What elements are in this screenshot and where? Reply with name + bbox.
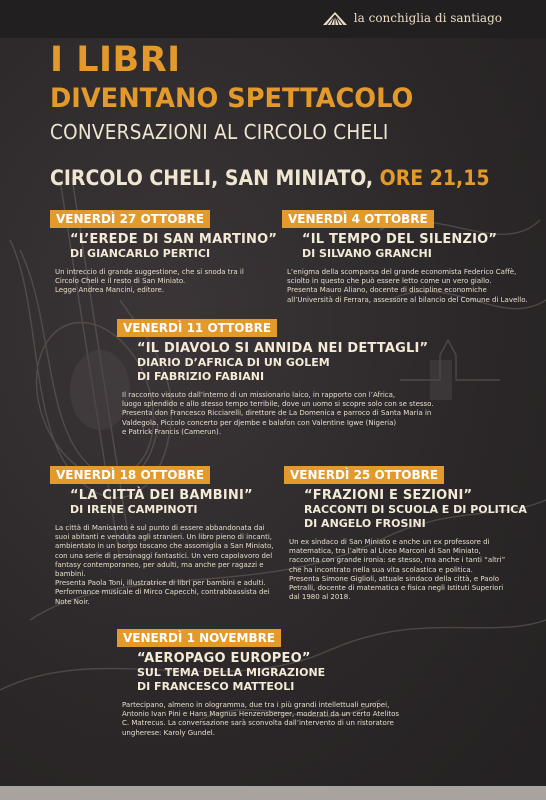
event-title: “LA CITTÀ DEI BAMBINI” [70,488,253,503]
event-description [55,524,290,607]
event-title: “IL TEMPO DEL SILENZIO” [302,232,498,247]
event-description-line: ungherese: Karoly Gundel. [122,728,215,737]
brand-logo [321,9,502,27]
event-description-line: ambientato in un borgo toscano che assomiglia a San Miniato, [55,542,274,551]
event-title: “L’EREDE DI SAN MARTINO” [70,232,278,247]
event-18-ottobre [50,464,290,607]
event-description-line: Un intreccio di grande suggestione, che si snoda tra il [55,268,244,276]
event-date: VENERDÌ 1 NOVEMBRE [117,629,281,647]
event-description-line: Il racconto vissuto dall’interno di un missionario laico, in rapporto con l’Africa, [122,391,396,399]
event-description-line: dal 1980 al 2018. [289,593,351,602]
brand-name: la conchiglia di santiago [353,11,502,25]
event-description-line: luogo splendido e allo stesso tempo terribile, dove un uomo si scopre solo con se stesso. [122,400,434,409]
event-author: DI SILVANO GRANCHI [302,247,432,260]
event-description-line: bambini. [55,570,86,579]
event-description-line: fantasy contemporaneo, per adulti, ma anche per ragazzi e [55,560,264,569]
event-time: ORE 21,15 [379,166,490,190]
event-date: VENERDÌ 18 OTTOBRE [50,466,210,484]
event-subtitle: SUL TEMA DELLA MIGRAZIONE [137,666,326,679]
event-description-line: C. Matrecus. La conversazione sarà sconvolta dall’intervento di un ristoratore [122,719,394,728]
shell-icon [321,9,349,27]
event-date: VENERDÌ 27 OTTOBRE [50,210,210,228]
event-author: DI GIANCARLO PERTICI [70,247,211,260]
event-author: DI ANGELO FROSINI [304,517,426,530]
event-description-line: Performance musicale di Mirco Capecchi, contrabbassista dei [55,588,270,597]
venue-text: CIRCOLO CHELI, SAN MINIATO, [50,166,374,190]
page-subtitle: CONVERSAZIONI AL CIRCOLO CHELI [50,120,389,144]
event-description-line: Antonio Ivan Pini e Hans Magnus Henzensberger, moderati da un certo Atelitos [122,710,400,719]
page-title-line2: DIVENTANO SPETTACOLO [50,83,414,114]
event-25-ottobre [284,464,542,602]
event-description [287,268,544,305]
event-description-line: Presenta Simone Giglioli, attuale sindaco della città, e Paolo [289,574,500,583]
event-date: VENERDÌ 4 OTTOBRE [282,210,434,228]
event-author: DI FRANCESCO MATTEOLI [137,680,295,693]
event-description-line: L’enigma della scomparsa del grande economista Federico Caffè, [287,268,517,276]
event-author: DI FABRIZIO FABIANI [137,370,265,383]
event-description-line: Presenta Mauro Aliano, docente di discipline economiche [287,286,487,295]
event-description-line: Valdegola. Piccolo concerto per djembe e balafon con Valentine Igwe (Nigeria) [122,418,397,427]
event-description-line: Note Noir. [55,597,90,606]
event-date: VENERDÌ 25 OTTOBRE [284,466,444,484]
event-description-line: Circolo Cheli e il resto di San Miniato. [55,277,186,286]
page-title: I LIBRI [50,40,181,80]
event-description-line: suoi abitanti e venduta agli stranieri. Un libro pieno di incanti, [55,533,272,542]
event-description-line: Petralli, docente di matematica e fisica negli Istituti Superiori [289,584,504,593]
event-author: DI IRENE CAMPINOTI [70,503,198,516]
event-description-line: e Patrick Francis (Camerun). [122,427,221,436]
event-subtitle: RACCONTI DI SCUOLA E DI POLITICA [304,503,527,516]
event-description-line: che ha incontrato nella sua vita scolastica e politica. [289,565,473,574]
event-11-ottobre [117,317,517,437]
event-description-line: Un ex sindaco di San Miniato e anche un ex professore di [289,538,490,546]
event-description [55,268,290,296]
event-description-line: Legge Andrea Mancini, editore. [55,286,165,295]
event-description [122,391,517,437]
event-title: “FRAZIONI E SEZIONI” [304,488,473,503]
event-title: “IL DIAVOLO SI ANNIDA NEI DETTAGLI” [137,341,429,356]
event-description-line: Presenta don Francesco Ricciarelli, direttore de La Domenica e parroco di Santa Maria in [122,409,432,418]
event-1-novembre [117,627,517,738]
event-description [122,701,517,738]
footer-strip [0,786,546,800]
event-description-line: sciolto in questo che può essere letto come un vero giallo. [287,277,492,286]
event-description [289,538,542,602]
event-description-line: La città di Manisanto è sul punto di essere abbandonata dai [55,524,265,532]
event-description-line: con una serie di personaggi fantastici. Un vero capolavoro del [55,551,273,560]
event-27-ottobre [50,208,290,296]
event-subtitle: DIARIO D’AFRICA DI UN GOLEM [137,356,330,369]
event-description-line: Presenta Paola Toni, illustratrice di libri per bambini e adulti. [55,579,266,588]
event-date: VENERDÌ 11 OTTOBRE [117,319,277,337]
event-4-ottobre [282,208,544,305]
venue-line [50,166,490,190]
event-description-line: Partecipano, almeno in ologramma, due tra i più grandi intellettuali europei, [122,701,390,709]
event-description-line: racconta con grande ironia: se stesso, ma anche i tanti “altri” [289,556,506,565]
event-description-line: matematica, tra l’altro al Liceo Marconi di San Miniato, [289,547,481,556]
event-title: “AEROPAGO EUROPEO” [137,651,311,666]
event-description-line: all’Università di Ferrara, assessore al bilancio del Comune di Lavello. [287,295,528,304]
